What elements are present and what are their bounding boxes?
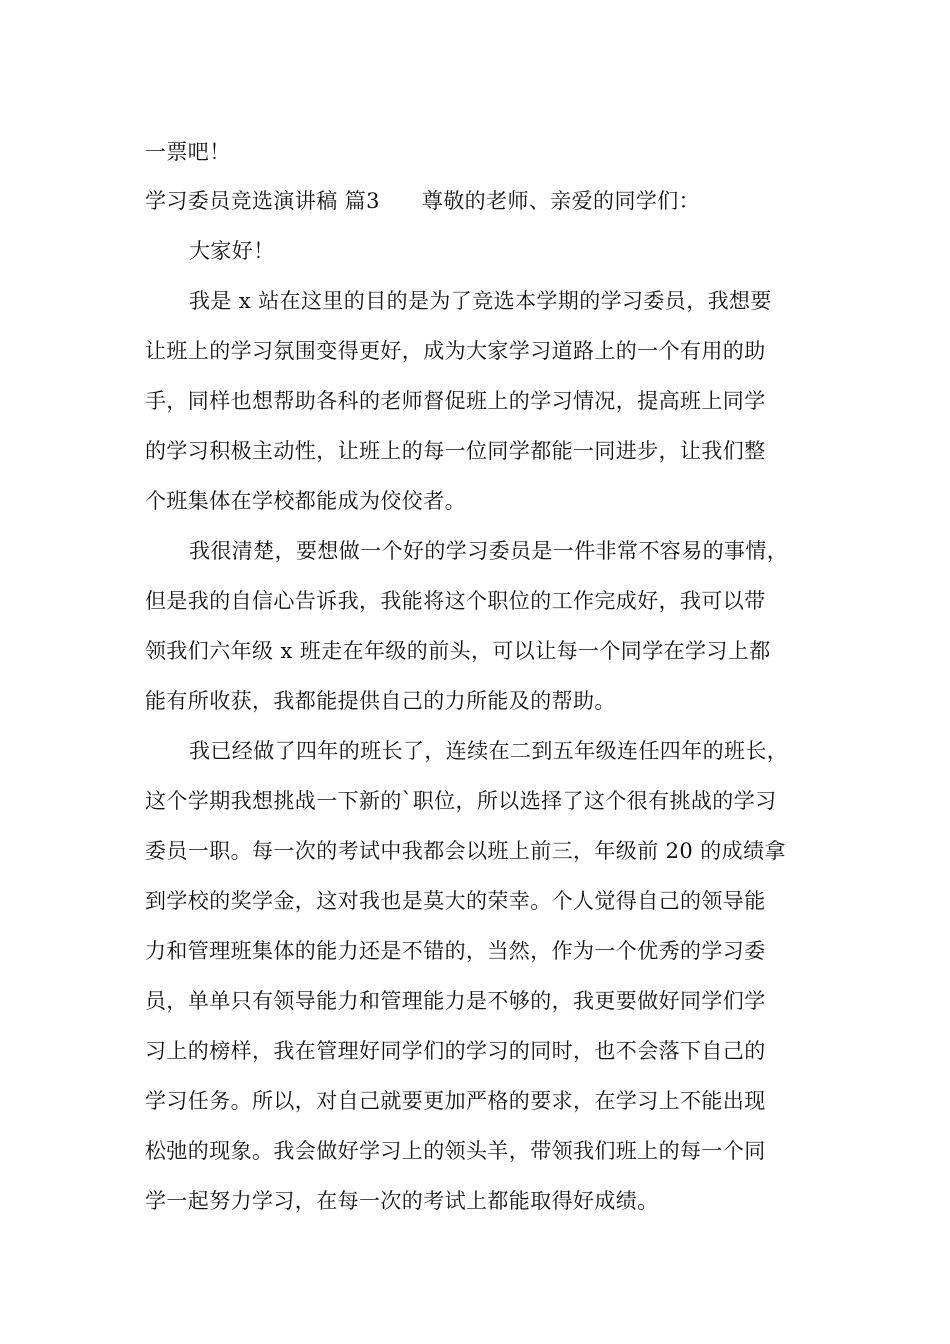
section-heading: 学习委员竞选演讲稿 篇3 bbox=[145, 189, 380, 213]
section-heading-line bbox=[145, 187, 825, 215]
paragraph-line: 我已经做了四年的班长了，连续在二到五年级连任四年的班长， bbox=[189, 739, 789, 763]
paragraph-line: 让班上的学习氛围变得更好，成为大家学习道路上的一个有用的助 bbox=[145, 339, 766, 363]
paragraph-line: 的学习积极主动性，让班上的每一位同学都能一同进步，让我们整 bbox=[145, 439, 766, 463]
paragraph-line: 力和管理班集体的能力还是不错的，当然，作为一个优秀的学习委 bbox=[145, 939, 766, 963]
paragraph-line: 委员一职。每一次的考试中我都会以班上前三，年级前 20 的成绩拿 bbox=[145, 839, 786, 863]
paragraph-line: 松弛的现象。我会做好学习上的领头羊，带领我们班上的每一个同 bbox=[145, 1139, 766, 1163]
paragraph-line: 手，同样也想帮助各科的老师督促班上的学习情况，提高班上同学 bbox=[145, 389, 766, 413]
paragraph-line: 学一起努力学习，在每一次的考试上都能取得好成绩。 bbox=[145, 1189, 659, 1213]
paragraph-line: 习上的榜样，我在管理好同学们的学习的同时，也不会落下自己的 bbox=[145, 1039, 766, 1063]
paragraph-line: 我很清楚，要想做一个好的学习委员是一件非常不容易的事情， bbox=[189, 539, 789, 563]
paragraph-line: 这个学期我想挑战一下新的`职位，所以选择了这个很有挑战的学习 bbox=[145, 789, 777, 813]
paragraph-line: 我是 x 站在这里的目的是为了竞选本学期的学习委员，我想要 bbox=[189, 289, 772, 313]
greeting: 大家好！ bbox=[189, 239, 275, 263]
paragraph-line: 但是我的自信心告诉我，我能将这个职位的工作完成好，我可以带 bbox=[145, 589, 766, 613]
paragraph-line: 到学校的奖学金，这对我也是莫大的荣幸。个人觉得自己的领导能 bbox=[145, 889, 766, 913]
paragraph-line: 学习任务。所以，对自己就要更加严格的要求，在学习上不能出现 bbox=[145, 1089, 766, 1113]
previous-section-ending: 一票吧！ bbox=[145, 140, 231, 164]
paragraph-line: 个班集体在学校都能成为佼佼者。 bbox=[145, 489, 466, 513]
paragraph-line: 员，单单只有领导能力和管理能力是不够的，我更要做好同学们学 bbox=[145, 989, 766, 1013]
paragraph-line: 能有所收获，我都能提供自己的力所能及的帮助。 bbox=[145, 689, 616, 713]
salutation: 尊敬的老师、亲爱的同学们： bbox=[421, 189, 701, 213]
paragraph-line: 领我们六年级 x 班走在年级的前头，可以让每一个同学在学习上都 bbox=[145, 639, 771, 663]
